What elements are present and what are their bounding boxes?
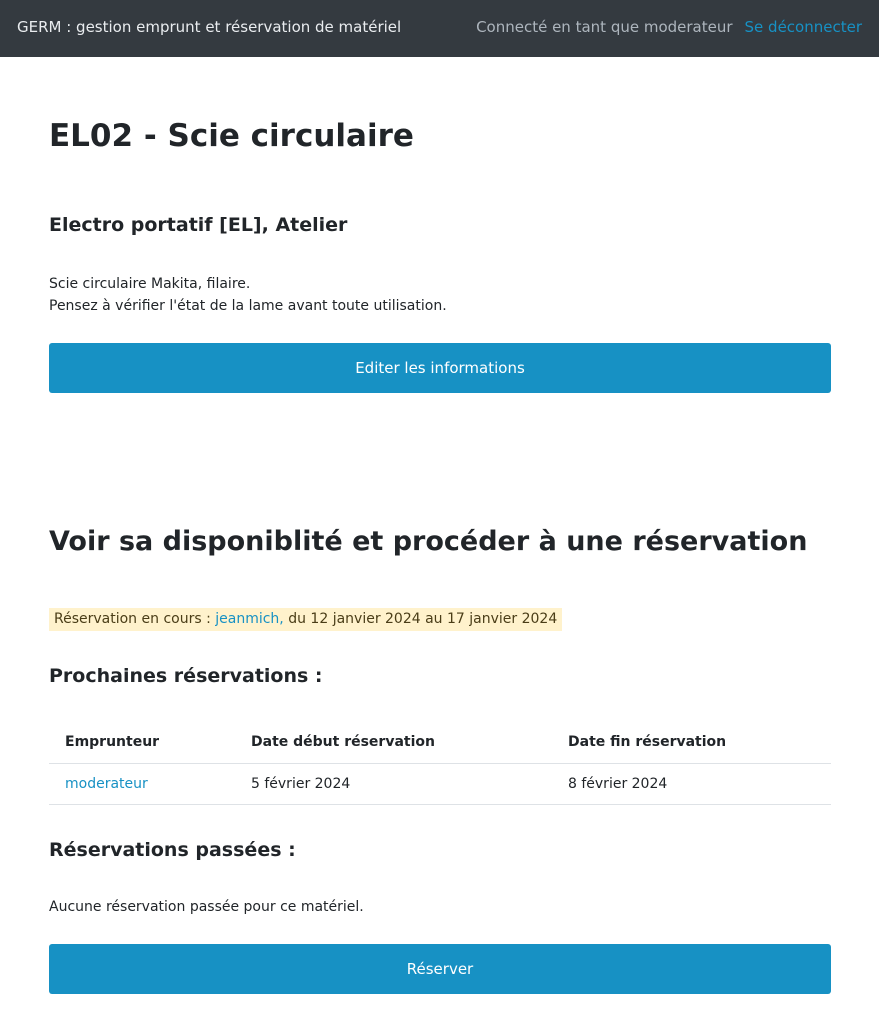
table-row xyxy=(49,763,831,804)
description-line: Scie circulaire Makita, filaire. xyxy=(49,276,251,292)
past-reservations-title: Réservations passées : xyxy=(49,839,296,861)
borrower-cell xyxy=(49,763,235,804)
app-title: GERM : gestion emprunt et réservation de matériel xyxy=(17,18,402,36)
past-reservations-empty-text: Aucune réservation passée pour ce matériel. xyxy=(49,899,364,915)
table-header-row xyxy=(49,722,831,763)
column-header-start-date: Date début réservation xyxy=(235,722,552,763)
current-reservation-user-link[interactable]: jeanmich, xyxy=(215,611,284,627)
item-category: Electro portatif [EL], Atelier xyxy=(49,214,348,236)
current-reservation-banner xyxy=(49,608,562,631)
connected-user-text: Connecté en tant que moderateur xyxy=(476,18,733,36)
page-title: EL02 - Scie circulaire xyxy=(49,118,414,154)
edit-info-button[interactable]: Editer les informations xyxy=(49,343,831,393)
user-area xyxy=(476,18,862,36)
description-line: Pensez à vérifier l'état de la lame avant toute utilisation. xyxy=(49,298,447,314)
current-reservation-prefix: Réservation en cours : xyxy=(54,611,216,627)
current-reservation-dates: du 12 janvier 2024 au 17 janvier 2024 xyxy=(283,611,558,627)
item-description xyxy=(49,273,447,317)
start-date-cell: 5 février 2024 xyxy=(235,763,552,804)
availability-section-title: Voir sa disponiblité et procéder à une réservation xyxy=(49,526,808,557)
end-date-cell: 8 février 2024 xyxy=(552,763,831,804)
upcoming-reservations-title: Prochaines réservations : xyxy=(49,665,323,687)
column-header-end-date: Date fin réservation xyxy=(552,722,831,763)
column-header-borrower: Emprunteur xyxy=(49,722,235,763)
upcoming-reservations-table xyxy=(49,722,831,805)
reserve-button[interactable]: Réserver xyxy=(49,944,831,994)
logout-link[interactable]: Se déconnecter xyxy=(744,18,862,36)
navbar xyxy=(0,0,879,57)
borrower-link[interactable]: moderateur xyxy=(65,775,148,792)
